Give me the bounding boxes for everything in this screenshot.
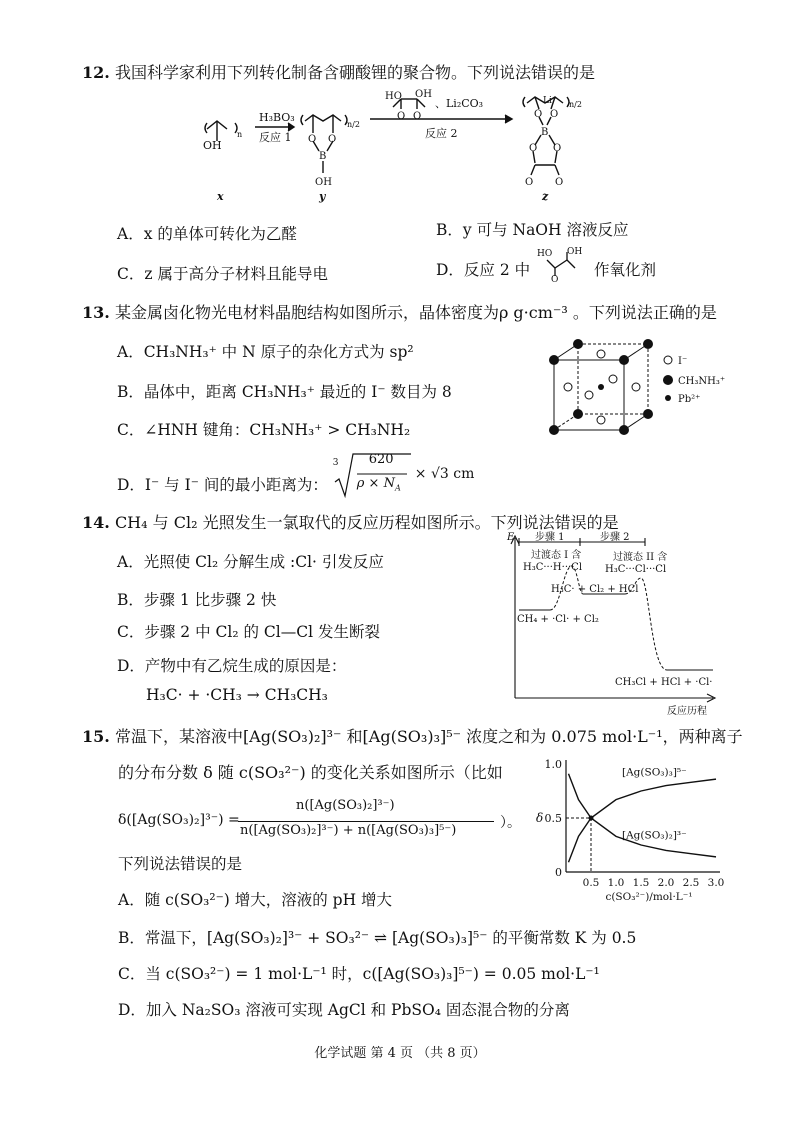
y-tick-label: 0 bbox=[555, 866, 562, 879]
q13-legend-lead: Pb²⁺ bbox=[678, 394, 701, 405]
q13-legend-iodide: I⁻ bbox=[678, 356, 688, 367]
q12-oxalic-oh: OH bbox=[415, 89, 432, 100]
y-tick-label: 1.0 bbox=[544, 758, 562, 771]
q13-legend-methylammonium: CH₃NH₃⁺ bbox=[678, 376, 726, 387]
q14-end: CH₃Cl + HCl + ·Cl· bbox=[615, 677, 713, 688]
q15-fraction-bar bbox=[238, 821, 494, 822]
q12-oxalic-acid-structure bbox=[535, 246, 589, 282]
q15-number: 15. bbox=[82, 727, 110, 746]
q12-y-o2: O bbox=[328, 134, 337, 145]
x-tick-label: 3.0 bbox=[707, 877, 725, 889]
q13-root-index: 3 bbox=[332, 458, 339, 468]
q12-d-ho: HO bbox=[537, 249, 553, 259]
q14-number: 14. bbox=[82, 513, 110, 532]
q12-label-y: y bbox=[319, 190, 326, 203]
q12-x-oh: OH bbox=[203, 139, 222, 152]
q15-option-b: B．常温下，[Ag(SO₃)₂]³⁻ + SO₃²⁻ ⇌ [Ag(SO₃)₃]⁵⁻ 的平衡常数 K 为 0.5 bbox=[118, 929, 637, 947]
q12-stem bbox=[82, 60, 595, 83]
q13-option-d-formula bbox=[332, 452, 475, 506]
q13-option-b: B．晶体中，距离 CH₃NH₃⁺ 最近的 I⁻ 数目为 8 bbox=[117, 383, 452, 401]
q14-energy-diagram bbox=[505, 530, 720, 720]
q14-option-c: C．步骤 2 中 Cl₂ 的 Cl—Cl 发生断裂 bbox=[117, 623, 380, 641]
q12-z-o2: O bbox=[550, 109, 559, 120]
q14-option-d: D．产物中有乙烷生成的原因是： bbox=[117, 657, 347, 675]
q12-d-oh: OH bbox=[567, 247, 583, 257]
q12-y-n2: n/2 bbox=[347, 120, 360, 129]
q14-text: CH₄ 与 Cl₂ 光照发生一氯取代的反应历程如图所示。下列说法错误的是 bbox=[114, 513, 619, 532]
q12-y-o1: O bbox=[308, 134, 317, 145]
q12-z-b: B bbox=[541, 127, 549, 138]
q15-formula-tail: ）。 bbox=[500, 815, 521, 831]
q15-formula-lhs: δ([Ag(SO₃)₂]³⁻) = bbox=[118, 812, 240, 828]
q13-option-d-text: D．I⁻ 与 I⁻ 间的最小距离为： bbox=[117, 476, 328, 494]
q13-option-c: C．∠HNH 键角：CH₃NH₃⁺ > CH₃NH₂ bbox=[117, 421, 411, 439]
q15-formula-den: n([Ag(SO₃)₂]³⁻) + n([Ag(SO₃)₃]⁵⁻) bbox=[240, 823, 457, 838]
q12-z-o6: O bbox=[555, 177, 564, 188]
x-tick-label: 1.5 bbox=[632, 877, 650, 889]
q12-z-li: Li⁺ bbox=[543, 96, 557, 106]
q12-option-a: A．x 的单体可转化为乙醛 bbox=[117, 225, 297, 243]
q12-option-b: B．y 可与 NaOH 溶液反应 bbox=[436, 221, 629, 239]
q12-d-o: O bbox=[551, 275, 559, 282]
q14-ts1-species: H₃C···H···Cl bbox=[523, 562, 583, 573]
q13-number: 13. bbox=[82, 303, 110, 322]
q13-fraction-num: 620 bbox=[368, 452, 394, 467]
q15-formula bbox=[118, 798, 521, 846]
page-footer: 化学试题 第 4 页 （共 8 页） bbox=[314, 1046, 486, 1061]
q14-energy-axis: E bbox=[507, 532, 515, 543]
q12-z-o1: O bbox=[534, 109, 543, 120]
q14-x-axis: 反应历程 bbox=[667, 706, 707, 717]
x-tick-label: 2.0 bbox=[657, 877, 675, 889]
q12-oxalic-o1: O bbox=[397, 111, 406, 122]
q12-y-b: B bbox=[319, 151, 327, 162]
q12-option-c: C．z 属于高分子材料且能导电 bbox=[117, 265, 328, 283]
q14-start: CH₄ + ·Cl· + Cl₂ bbox=[517, 614, 599, 625]
q13-option-d bbox=[117, 452, 475, 506]
q12-x-n: n bbox=[237, 130, 243, 139]
q14-option-d-equation: H₃C· + ·CH₃ → CH₃CH₃ bbox=[146, 686, 328, 704]
q12-text: 我国科学家利用下列转化制备含硼酸锂的聚合物。下列说法错误的是 bbox=[114, 63, 595, 82]
q13-fraction-den: $\rho \times N_A$ bbox=[356, 476, 401, 493]
q13-option-a: A．CH₃NH₃⁺ 中 N 原子的杂化方式为 sp² bbox=[117, 343, 414, 361]
q12-z-o3: O bbox=[529, 143, 538, 154]
q13-unit-cell bbox=[540, 338, 740, 438]
q14-step2-label: 步骤 2 bbox=[600, 532, 630, 543]
q12-reaction-scheme bbox=[195, 85, 675, 205]
q15-option-a: A．随 c(SO₃²⁻) 增大，溶液的 pH 增大 bbox=[118, 891, 393, 909]
q12-label-x: x bbox=[217, 190, 224, 203]
q12-y-oh: OH bbox=[315, 177, 332, 188]
x-tick-label: 1.0 bbox=[607, 877, 625, 889]
q12-oxalic-ho1: HO bbox=[385, 91, 402, 102]
q12-number: 12. bbox=[82, 63, 110, 82]
q13-stem bbox=[82, 300, 717, 323]
q13-text: 某金属卤化物光电材料晶胞结构如图所示，晶体密度为ρ g·cm⁻³ 。下列说法正确的是 bbox=[114, 303, 717, 322]
q15-distribution-chart bbox=[520, 752, 730, 902]
x-tick-label: 0.5 bbox=[582, 877, 600, 889]
q15-text-1: 常温下，某溶液中[Ag(SO₃)₂]³⁻ 和[Ag(SO₃)₃]⁵⁻ 浓度之和为 0.075 mol·L⁻¹，两种离子 bbox=[114, 727, 743, 746]
q14-option-b: B．步骤 1 比步骤 2 快 bbox=[117, 591, 277, 609]
x-axis-label: c(SO₃²⁻)/mol·L⁻¹ bbox=[605, 891, 693, 902]
series-label-1: [Ag(SO₃)₃]⁵⁻ bbox=[622, 766, 687, 779]
q14-step1-label: 步骤 1 bbox=[535, 532, 565, 543]
q12-reagent2: 、Li₂CO₃ bbox=[435, 97, 484, 110]
q15-option-d: D．加入 Na₂SO₃ 溶液可实现 AgCl 和 PbSO₄ 固态混合物的分离 bbox=[118, 1001, 570, 1019]
y-tick-label: 0.5 bbox=[544, 812, 562, 825]
intersection-point bbox=[589, 816, 594, 821]
q12-option-d bbox=[436, 247, 657, 282]
q14-ts1-label: 过渡态 I 含 bbox=[531, 550, 582, 561]
q13-option-d-tail: × √3 cm bbox=[414, 466, 475, 482]
q15-formula-num: n([Ag(SO₃)₂]³⁻) bbox=[296, 798, 395, 813]
q12-reaction1: 反应 1 bbox=[259, 131, 292, 144]
q15-stem-line2: 的分布分数 δ 随 c(SO₃²⁻) 的变化关系如图所示（比如 bbox=[118, 763, 503, 782]
q12-reagent1: H₃BO₃ bbox=[259, 111, 295, 124]
q15-stem-line1 bbox=[82, 724, 743, 747]
q12-reaction2: 反应 2 bbox=[425, 127, 458, 140]
q14-intermediate: H₃C· + Cl₂ + HCl bbox=[551, 584, 639, 595]
q12-option-d-tail: 作氧化剂 bbox=[594, 261, 657, 279]
x-tick-label: 2.5 bbox=[682, 877, 700, 889]
q14-option-a: A．光照使 Cl₂ 分解生成 :Cl· 引发反应 bbox=[117, 553, 384, 571]
q12-z-o5: O bbox=[525, 177, 534, 188]
series-label-2: [Ag(SO₃)₂]³⁻ bbox=[622, 829, 687, 842]
q15-ask: 下列说法错误的是 bbox=[118, 855, 243, 873]
q12-z-n2: n/2 bbox=[569, 100, 582, 109]
q12-label-z: z bbox=[542, 190, 549, 203]
q12-oxalic-o2: O bbox=[413, 111, 422, 122]
q14-ts2-label: 过渡态 II 含 bbox=[613, 552, 668, 563]
q12-option-d-text: D．反应 2 中 bbox=[436, 261, 531, 279]
q15-option-c: C．当 c(SO₃²⁻) = 1 mol·L⁻¹ 时，c([Ag(SO₃)₃]⁵⁻) = 0.05 mol·L⁻¹ bbox=[118, 965, 600, 983]
q12-z-o4: O bbox=[553, 143, 562, 154]
q14-ts2-species: H₃C···Cl···Cl bbox=[605, 564, 667, 575]
y-axis-label: δ bbox=[536, 811, 544, 825]
